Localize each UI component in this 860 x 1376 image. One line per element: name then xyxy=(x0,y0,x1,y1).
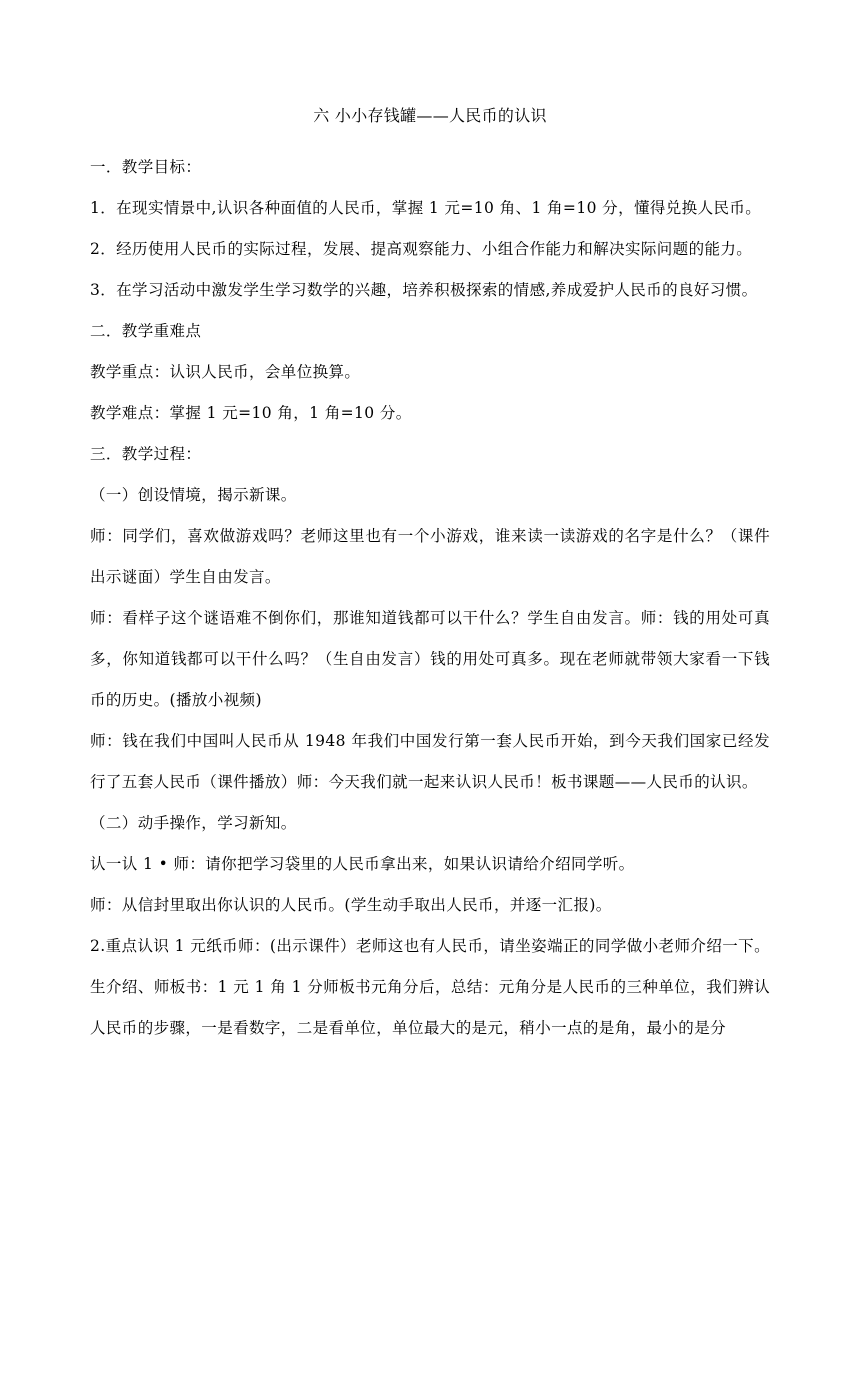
paragraph: 师：同学们，喜欢做游戏吗？老师这里也有一个小游戏，谁来读一读游戏的名字是什么？（课件出示谜面）学生自由发言。 xyxy=(90,527,770,586)
difficult-point: 教学难点：掌握 1 元=10 角，1 角=10 分。 xyxy=(90,404,412,422)
paragraph: 认一认 1 • 师：请你把学习袋里的人民币拿出来，如果认识请给介绍同学听。 xyxy=(90,855,635,873)
paragraph: 师：从信封里取出你认识的人民币。(学生动手取出人民币，并逐一汇报)。 xyxy=(90,896,612,914)
objective-1: 1．在现实情景中,认识各种面值的人民币，掌握 1 元=10 角、1 角=10 分，懂得兑换人民币。 xyxy=(90,199,762,217)
section-heading-objectives: 一．教学目标： xyxy=(90,158,202,176)
objective-2: 2．经历使用人民币的实际过程，发展、提高观察能力、小组合作能力和解决实际问题的能力。 xyxy=(90,240,753,258)
document-title: 六 小小存钱罐——人民币的认识 xyxy=(313,106,547,125)
section-heading-process: 三．教学过程： xyxy=(90,445,202,463)
document-body xyxy=(90,147,770,1049)
paragraph: 2.重点认识 1 元纸币师：(出示课件）老师这也有人民币，请坐姿端正的同学做小老师介绍一下。生介绍、师板书：1 元 1 角 1 分师板书元角分后，总结：元角分是人民币的三种单位，我们辨认人民币的步骤，一是看数字，二是看单位，单位最大的是元，稍小一点的是角，最小的是分 xyxy=(90,937,770,1037)
key-point: 教学重点：认识人民币，会单位换算。 xyxy=(90,363,361,381)
subsection-heading-2: （二）动手操作，学习新知。 xyxy=(90,814,297,832)
paragraph: 师：看样子这个谜语难不倒你们，那谁知道钱都可以干什么？学生自由发言。师：钱的用处可真多，你知道钱都可以干什么吗？（生自由发言）钱的用处可真多。现在老师就带领大家看一下钱币的历史。(播放小视频) xyxy=(90,609,770,709)
subsection-heading-1: （一）创设情境，揭示新课。 xyxy=(90,486,297,504)
paragraph: 师：钱在我们中国叫人民币从 1948 年我们中国发行第一套人民币开始，到今天我们国家已经发行了五套人民币（课件播放）师：今天我们就一起来认识人民币！板书课题——人民币的认识。 xyxy=(90,732,770,791)
objective-3: 3．在学习活动中激发学生学习数学的兴趣，培养积极探索的情感,养成爱护人民币的良好习惯。 xyxy=(90,281,758,299)
section-heading-key-points: 二．教学重难点 xyxy=(90,322,202,340)
